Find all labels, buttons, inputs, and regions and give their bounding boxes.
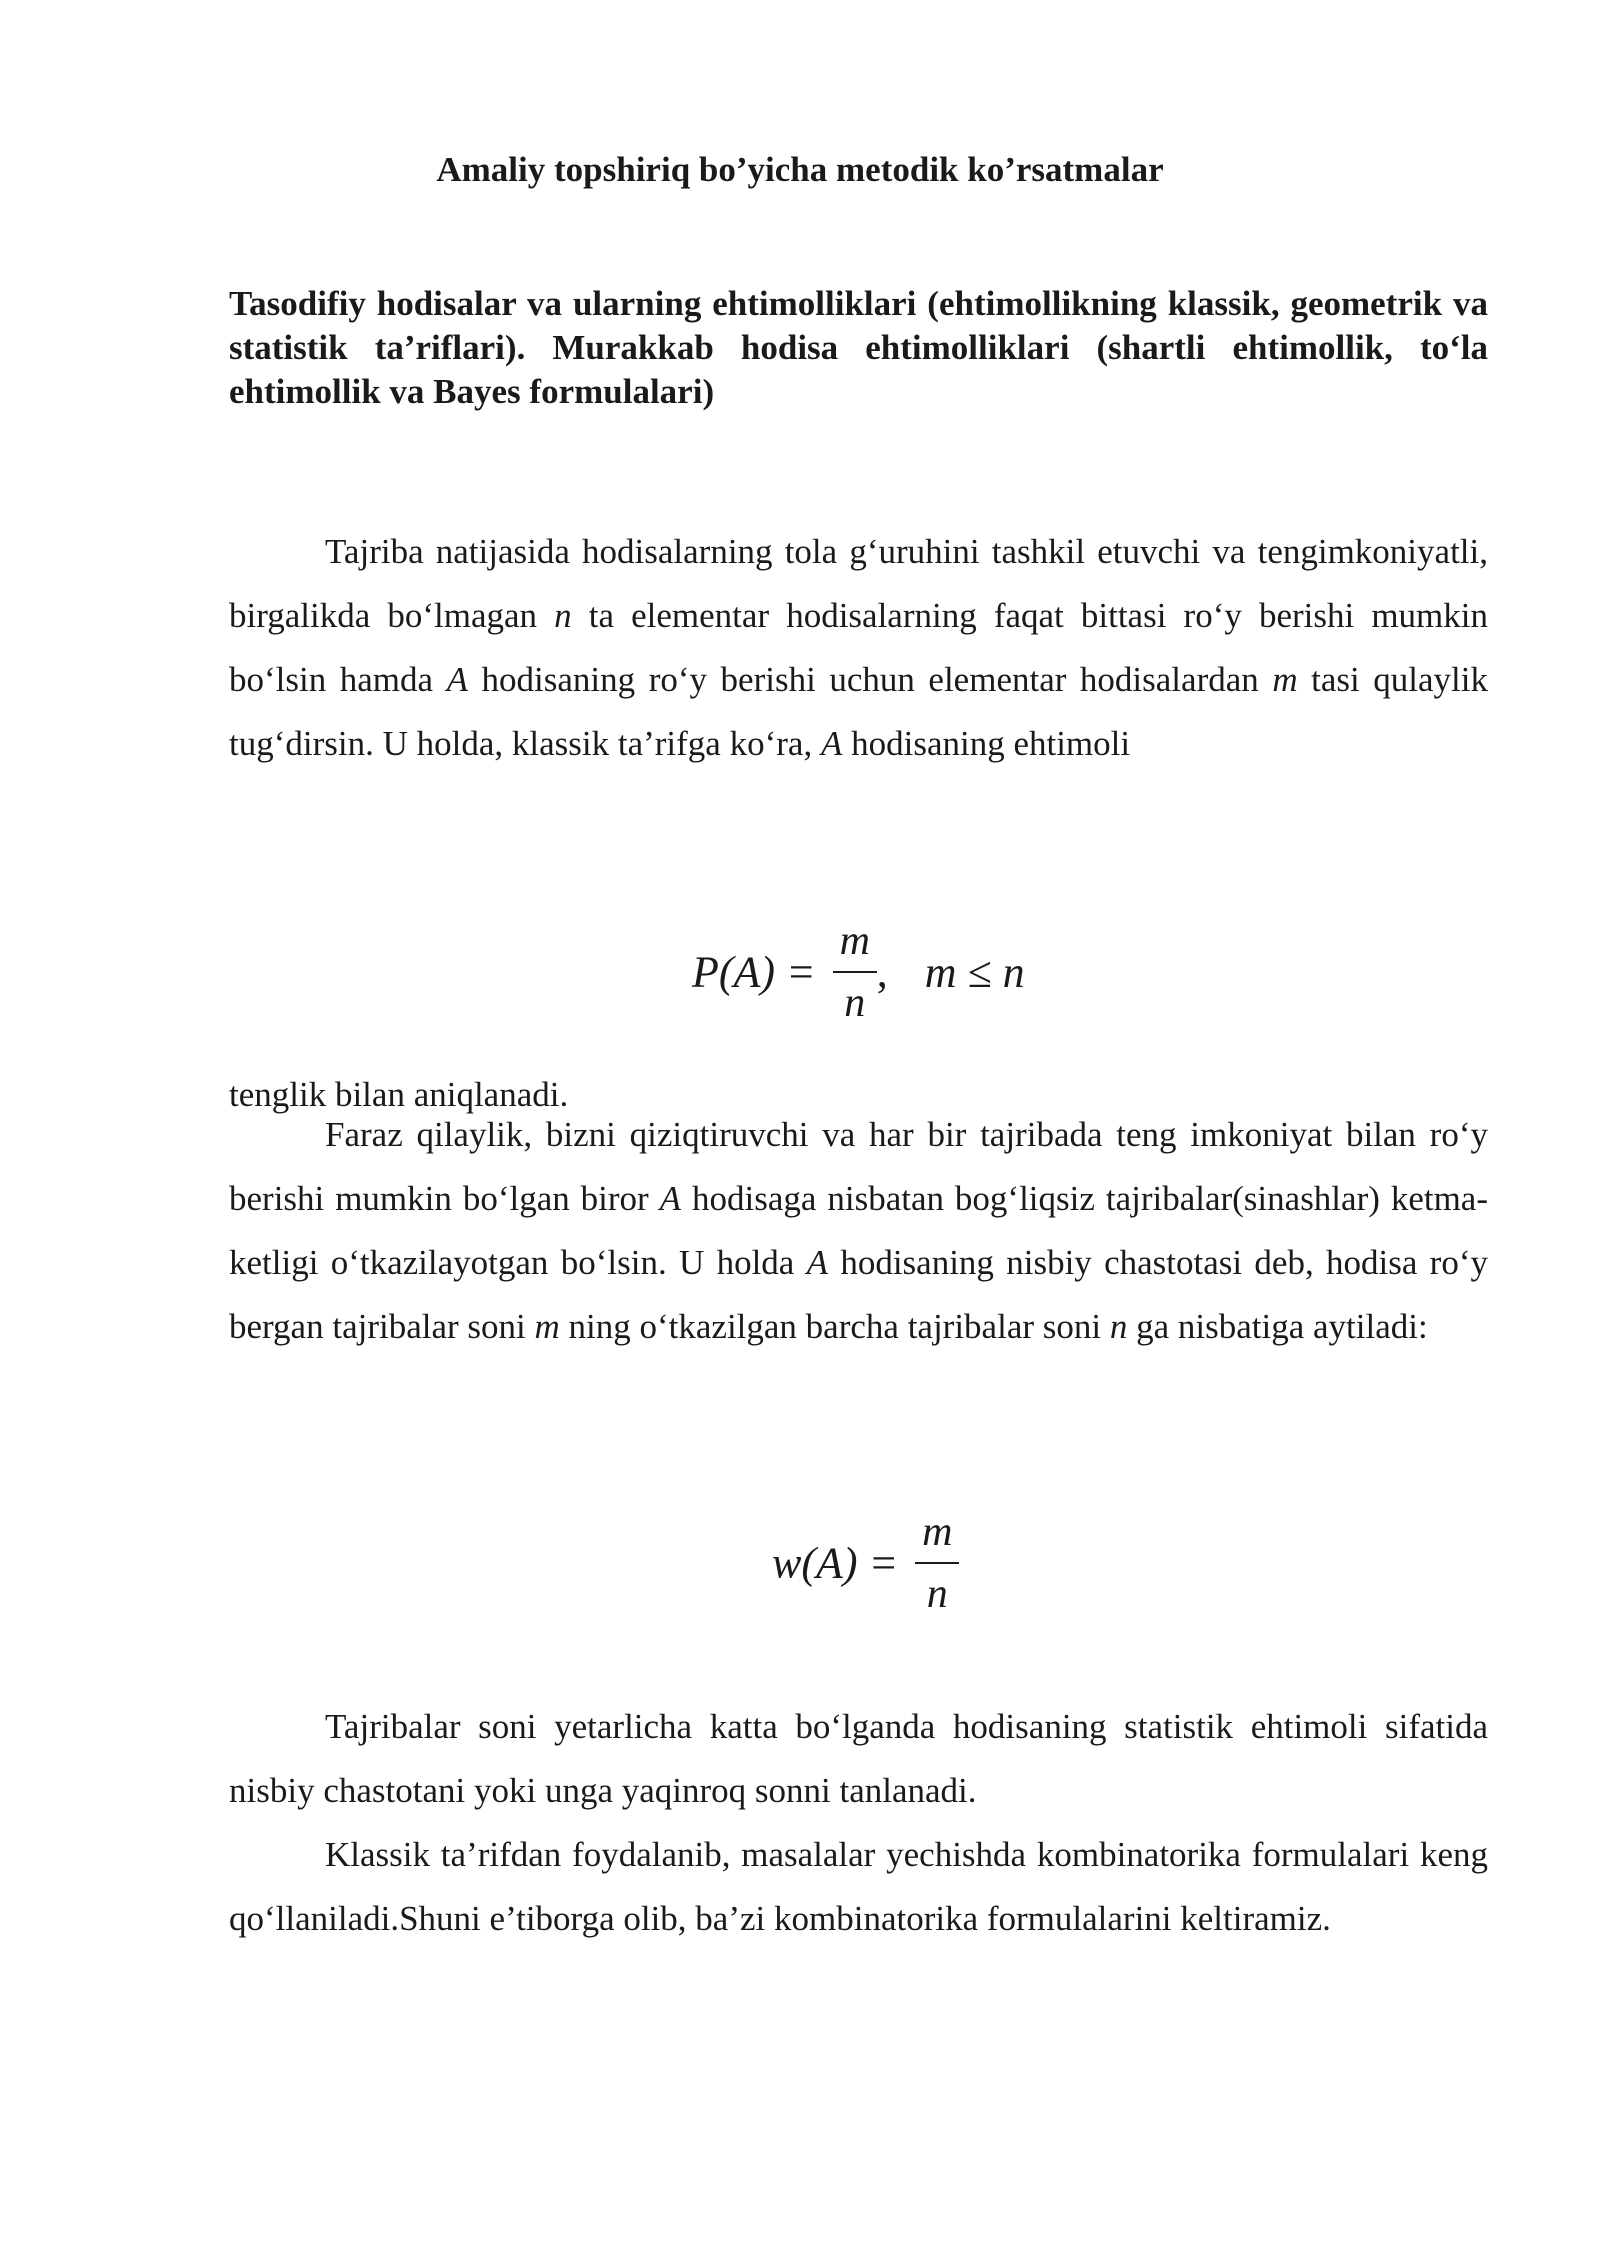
fraction-bar — [833, 971, 877, 973]
text-segment: tasi qulaylik tug‘dirsin. U holda, klassik ta’rifga ko‘ra, — [229, 660, 1488, 763]
document-title: Amaliy topshiriq bo’yicha metodik ko’rsatmalar — [436, 150, 1164, 189]
var-A: A — [806, 1243, 829, 1282]
fraction — [915, 1506, 959, 1620]
fraction-bar — [915, 1562, 959, 1564]
fraction-numerator: m — [839, 918, 870, 964]
var-n: n — [554, 596, 572, 635]
paragraph-relative-frequency — [229, 1103, 1488, 1359]
formula-relative-frequency — [772, 1506, 959, 1620]
paragraph-combinatorics: Klassik ta’rifdan foydalanib, masalalar yechishda kombinatorika formulalari keng qo‘llaniladi.Shuni e’tiborga olib, ba’zi kombinatorika formulalarini keltiramiz. — [229, 1835, 1488, 1938]
text-segment: hodisaga nisbatan bog‘liqsiz tajribalar(sinashlar) ketma-ketligi o‘tkazilayotgan bo‘lsin. U holda — [229, 1179, 1488, 1282]
text-segment: hodisaning nisbiy chastotasi deb, hodisa ro‘y bergan tajribalar soni — [229, 1243, 1488, 1346]
text-segment: Tajriba natijasida hodisalarning tola g‘uruhini tashkil etuvchi va tengimkoniyatli, birgalikda bo‘lmagan — [229, 532, 1488, 635]
paragraph-statistical-probability: Tajribalar soni yetarlicha katta bo‘lganda hodisaning statistik ehtimoli sifatida nisbiy chastotani yoki unga yaqinroq sonni tanlanadi. — [229, 1707, 1488, 1810]
formula-classical-probability — [692, 915, 1025, 1029]
var-n: n — [1109, 1307, 1128, 1346]
section-heading: Tasodifiy hodisalar va ularning ehtimolliklari (ehtimollikning klassik, geometrik va statistik ta’riflari). Murakkab hodisa ehtimolliklari (shartli ehtimollik, to‘la ehtimollik va Bayes formulalari) — [229, 284, 1488, 411]
text-segment: ga nisbatiga aytiladi: — [1127, 1307, 1428, 1346]
text-segment: ta elementar hodisalarning faqat bittasi ro‘y berishi mumkin bo‘lsin hamda — [229, 596, 1488, 699]
paragraph-classical-definition — [229, 520, 1488, 776]
fraction-denominator: n — [844, 980, 866, 1026]
text-segment: ning o‘tkazilgan barcha tajribalar soni — [559, 1307, 1110, 1346]
formula-comma: , — [876, 947, 888, 997]
text-segment: hodisaning ehtimoli — [842, 724, 1131, 763]
fraction — [833, 915, 877, 1029]
var-m: m — [1272, 660, 1298, 699]
fraction-denominator: n — [926, 1571, 948, 1617]
var-m: m — [534, 1307, 560, 1346]
formula-condition: m ≤ n — [924, 947, 1025, 997]
formula-lhs: P(A) = — [692, 947, 816, 997]
formula-lhs: w(A) = — [772, 1538, 899, 1588]
fraction-numerator: m — [922, 1509, 953, 1555]
var-A: A — [659, 1179, 682, 1218]
text-segment: Faraz qilaylik, bizni qiziqtiruvchi va har bir tajribada teng imkoniyat bilan ro‘y berishi mumkin bo‘lgan biror — [229, 1115, 1488, 1218]
paragraph-equality-note: tenglik bilan aniqlanadi. — [229, 1075, 569, 1114]
var-A: A — [820, 724, 843, 763]
var-A: A — [446, 660, 468, 699]
text-segment: hodisaning ro‘y berishi uchun elementar hodisalardan — [468, 660, 1273, 699]
